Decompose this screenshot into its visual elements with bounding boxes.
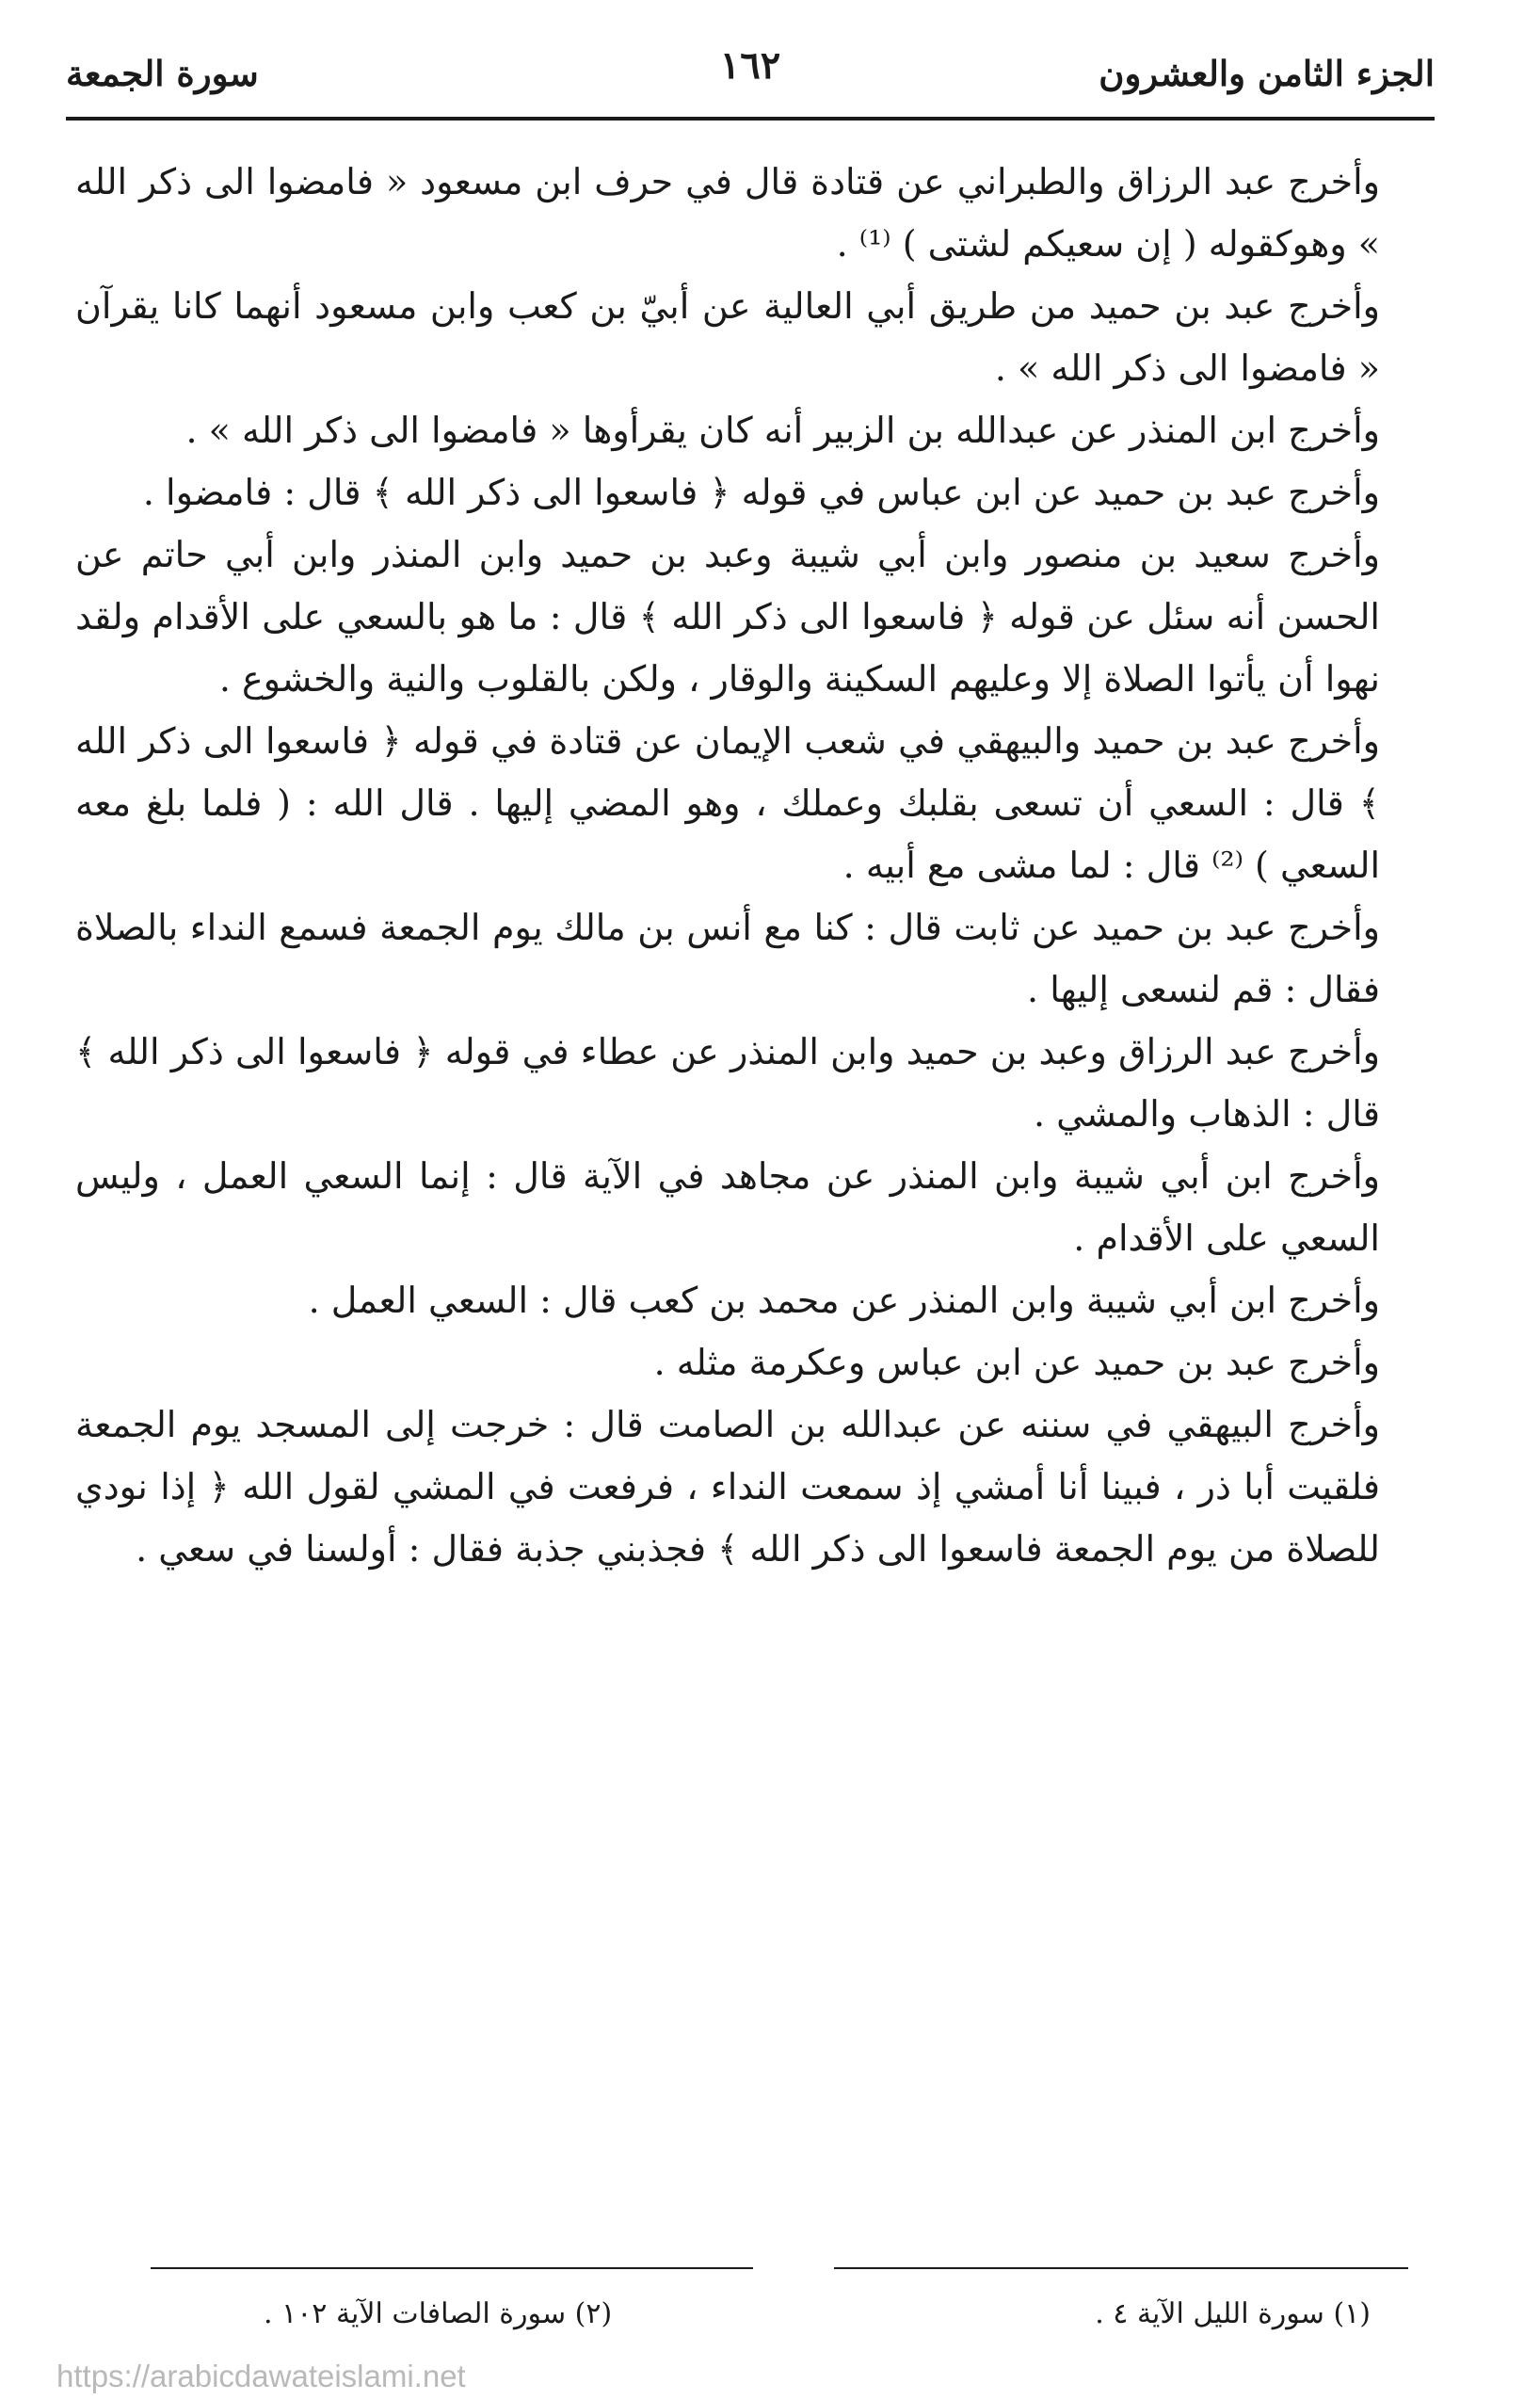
main-text	[75, 151, 1380, 1580]
footnote-rule-left	[151, 2267, 753, 2269]
page-number: ١٦٢	[719, 43, 781, 88]
paragraph: وأخرج عبد بن حميد والبيهقي في شعب الإيمان عن قتادة في قوله ﴿ فاسعوا الى ذكر الله ﴾ قال : السعي أن تسعى بقلبك وعملك ، وهو المضي إليها . قال الله : ( فلما بلغ معه السعي ) ⁽²⁾ قال : لما مشى مع أبيه .	[75, 720, 1380, 886]
paragraph: وأخرج سعيد بن منصور وابن أبي شيبة وعبد بن حميد وابن المنذر وابن أبي حاتم عن الحسن أنه سئل عن قوله ﴿ فاسعوا الى ذكر الله ﴾ قال : ما هو بالسعي على الأقدام ولقد نهوا أن يأتوا الصلاة إلا وعليهم السكينة والوقار ، ولكن بالقلوب والنية والخشوع .	[75, 534, 1380, 700]
paragraph: وأخرج عبد بن حميد عن ابن عباس في قوله ﴿ فاسعوا الى ذكر الله ﴾ قال : فامضوا .	[142, 472, 1380, 513]
paragraph: وأخرج عبد بن حميد عن ابن عباس وعكرمة مثله .	[653, 1342, 1380, 1383]
paragraph: وأخرج عبد بن حميد من طريق أبي العالية عن أبيّ بن كعب وابن مسعود أنهما كانا يقرآن « فامضوا الى ذكر الله » .	[75, 285, 1380, 389]
footnotes	[264, 2297, 1371, 2330]
watermark-url: https://arabicdawateislami.net	[56, 2359, 466, 2393]
page-header	[66, 36, 1435, 111]
paragraph: وأخرج ابن المنذر عن عبدالله بن الزبير أنه كان يقرأوها « فامضوا الى ذكر الله » .	[185, 410, 1380, 451]
paragraph: وأخرج ابن أبي شيبة وابن المنذر عن محمد بن كعب قال : السعي العمل .	[308, 1280, 1380, 1321]
paragraph: وأخرج البيهقي في سننه عن عبدالله بن الصامت قال : خرجت إلى المسجد يوم الجمعة فلقيت أبا ذر ، فبينا أنا أمشي إذ سمعت النداء ، فرفعت في المشي لقول الله ﴿ إذا نودي للصلاة من يوم الجمعة فاسعوا الى ذكر الله ﴾ فجذبني جذبة فقال : أولسنا في سعي .	[75, 1404, 1380, 1570]
part-title: الجزء الثامن والعشرون	[1099, 53, 1435, 94]
header-rule	[66, 117, 1435, 121]
footnote-2: (٢) سورة الصافات الآية ١٠٢ .	[264, 2297, 613, 2330]
surah-title: سورة الجمعة	[66, 53, 259, 94]
paragraph: وأخرج عبد الرزاق وعبد بن حميد وابن المنذر عن عطاء في قوله ﴿ فاسعوا الى ذكر الله ﴾ قال : الذهاب والمشي .	[75, 1031, 1380, 1135]
footnote-rule-right	[834, 2267, 1408, 2269]
paragraph: وأخرج عبد الرزاق والطبراني عن قتادة قال في حرف ابن مسعود « فامضوا الى ذكر الله » وهوكقوله ( إن سعيكم لشتى ) ⁽¹⁾ .	[75, 161, 1380, 265]
footnote-divider	[151, 2267, 1408, 2269]
paragraph: وأخرج عبد بن حميد عن ثابت قال : كنا مع أنس بن مالك يوم الجمعة فسمع النداء بالصلاة فقال : قم لنسعى إليها .	[75, 907, 1380, 1010]
footnote-1: (١) سورة الليل الآية ٤ .	[1095, 2297, 1371, 2330]
paragraph: وأخرج ابن أبي شيبة وابن المنذر عن مجاهد في الآية قال : إنما السعي العمل ، وليس السعي على الأقدام .	[75, 1155, 1380, 1259]
